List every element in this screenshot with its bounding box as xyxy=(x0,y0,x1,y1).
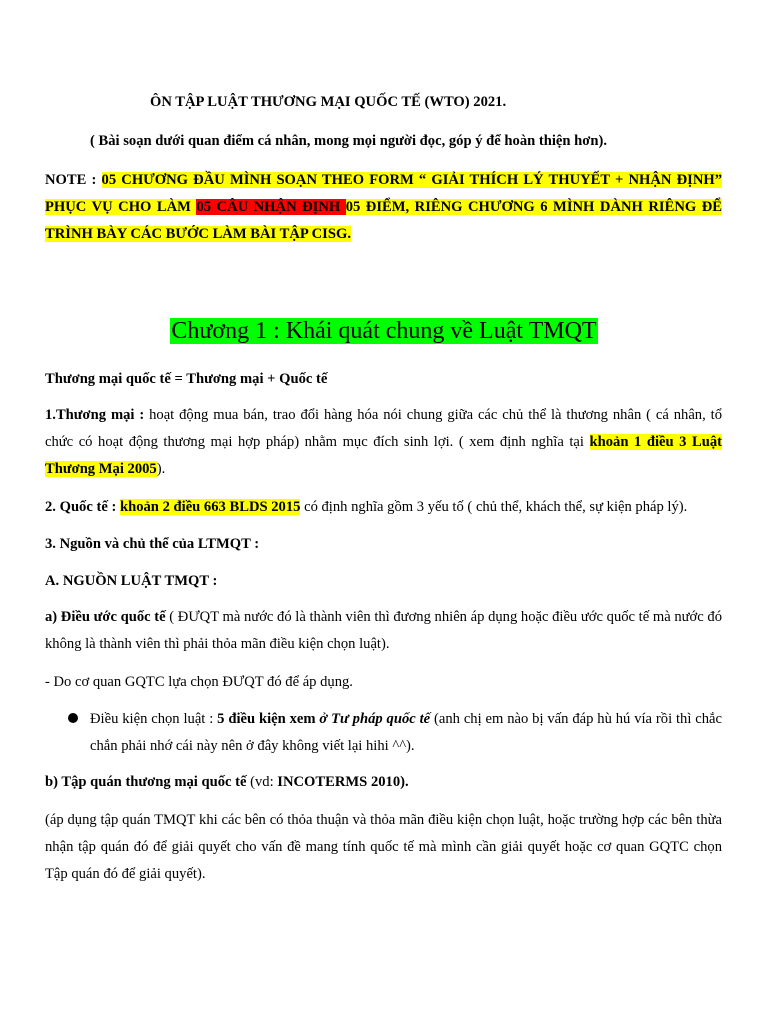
section-1-paragraph xyxy=(45,402,722,483)
subsection-a-label: a) Điều ước quốc tế xyxy=(45,609,166,625)
bullet-icon xyxy=(68,713,78,723)
section-2-reference: khoản 2 điều 663 BLDS 2015 xyxy=(119,499,301,515)
section-2-paragraph xyxy=(45,494,722,521)
definition-line: Thương mại quốc tế = Thương mại + Quốc tế xyxy=(45,371,328,387)
subsection-b-mid: (vd: xyxy=(246,774,278,790)
subsection-a-text: ( ĐƯQT mà nước đó là thành viên thì đương nhiên áp dụng hoặc điều ước quốc tế mà nước đó không là thành viên thì phải thỏa mãn điều kiện chọn luật). xyxy=(45,609,722,652)
bullet-item xyxy=(90,706,722,760)
bullet-bold: 5 điều kiện xem xyxy=(217,711,320,727)
document-title: ÔN TẬP LUẬT THƯƠNG MẠI QUỐC TẾ (WTO) 2021. xyxy=(150,94,507,110)
section-1-label: 1.Thương mại : xyxy=(45,407,145,423)
subsection-b-reference: INCOTERMS 2010). xyxy=(277,774,409,790)
section-1-reference: khoản 1 điều 3 Luật Thương Mại 2005 xyxy=(45,434,722,477)
section-3-heading: 3. Nguồn và chủ thể của LTMQT : xyxy=(45,536,260,552)
note-label: NOTE : xyxy=(45,172,102,188)
section-a-heading: A. NGUỒN LUẬT TMQT : xyxy=(45,573,218,589)
section-1-text: hoạt động mua bán, trao đổi hàng hóa nói chung giữa các chủ thể là thương nhân ( cá nhân, tổ chức có hoạt động thương mại hợp pháp) nhằm mục đích sinh lợi. ( xem định nghĩa tại xyxy=(45,407,723,450)
section-2-text: có định nghĩa gồm 3 yếu tố ( chủ thể, khách thể, sự kiện pháp lý). xyxy=(300,499,688,515)
chapter-heading: Chương 1 : Khái quát chung về Luật TMQT xyxy=(171,318,597,344)
section-2-label: 2. Quốc tế : xyxy=(45,499,120,515)
section-1-end: ). xyxy=(156,461,166,477)
note-highlight-yellow-1: 05 CHƯƠNG ĐẦU MÌNH SOẠN THEO FORM “ GIẢI THÍCH LÝ THUYẾT + NHẬN ĐỊNH” PHỤC VỤ CHO LÀM xyxy=(45,172,723,215)
subsection-b-heading xyxy=(45,769,722,796)
note-highlight-yellow-2: 05 ĐIỂM, RIÊNG CHƯƠNG 6 MÌNH DÀNH RIÊNG ĐỂ TRÌNH BÀY CÁC BƯỚC LÀM BÀI TẬP CISG. xyxy=(45,199,722,242)
subsection-b-paragraph: (áp dụng tập quán TMQT khi các bên có thỏa thuận và thỏa mãn điều kiện chọn luật, hoặc trường hợp các bên thừa nhận tập quán đó để giải quyết cho vấn đề mang tính quốc tế mà mình cần giải quyết hoặc cơ quan GQTC chọn Tập quán đó để giải quyết). xyxy=(45,812,722,882)
subsection-a-paragraph xyxy=(45,604,722,658)
bullet-bold-italic: ở Tư pháp quốc tế xyxy=(319,711,431,727)
bullet-prefix: Điều kiện chọn luật : xyxy=(90,711,218,727)
dash-line: - Do cơ quan GQTC lựa chọn ĐƯQT đó để áp dụng. xyxy=(45,674,353,690)
bullet-text: (anh chị em nào bị vấn đáp hù hú vía rồi thì chắc chắn phải nhớ cái này nên ở đây không viết lại hihi ^^). xyxy=(90,711,723,754)
document-subtitle: ( Bài soạn dưới quan điểm cá nhân, mong mọi người đọc, góp ý để hoàn thiện hơn). xyxy=(90,133,607,149)
subsection-b-label: b) Tập quán thương mại quốc tế xyxy=(45,774,247,790)
note-highlight-red: 05 CÂU NHẬN ĐỊNH xyxy=(196,199,346,215)
note-paragraph xyxy=(45,167,722,248)
chapter-heading-block xyxy=(0,315,768,347)
